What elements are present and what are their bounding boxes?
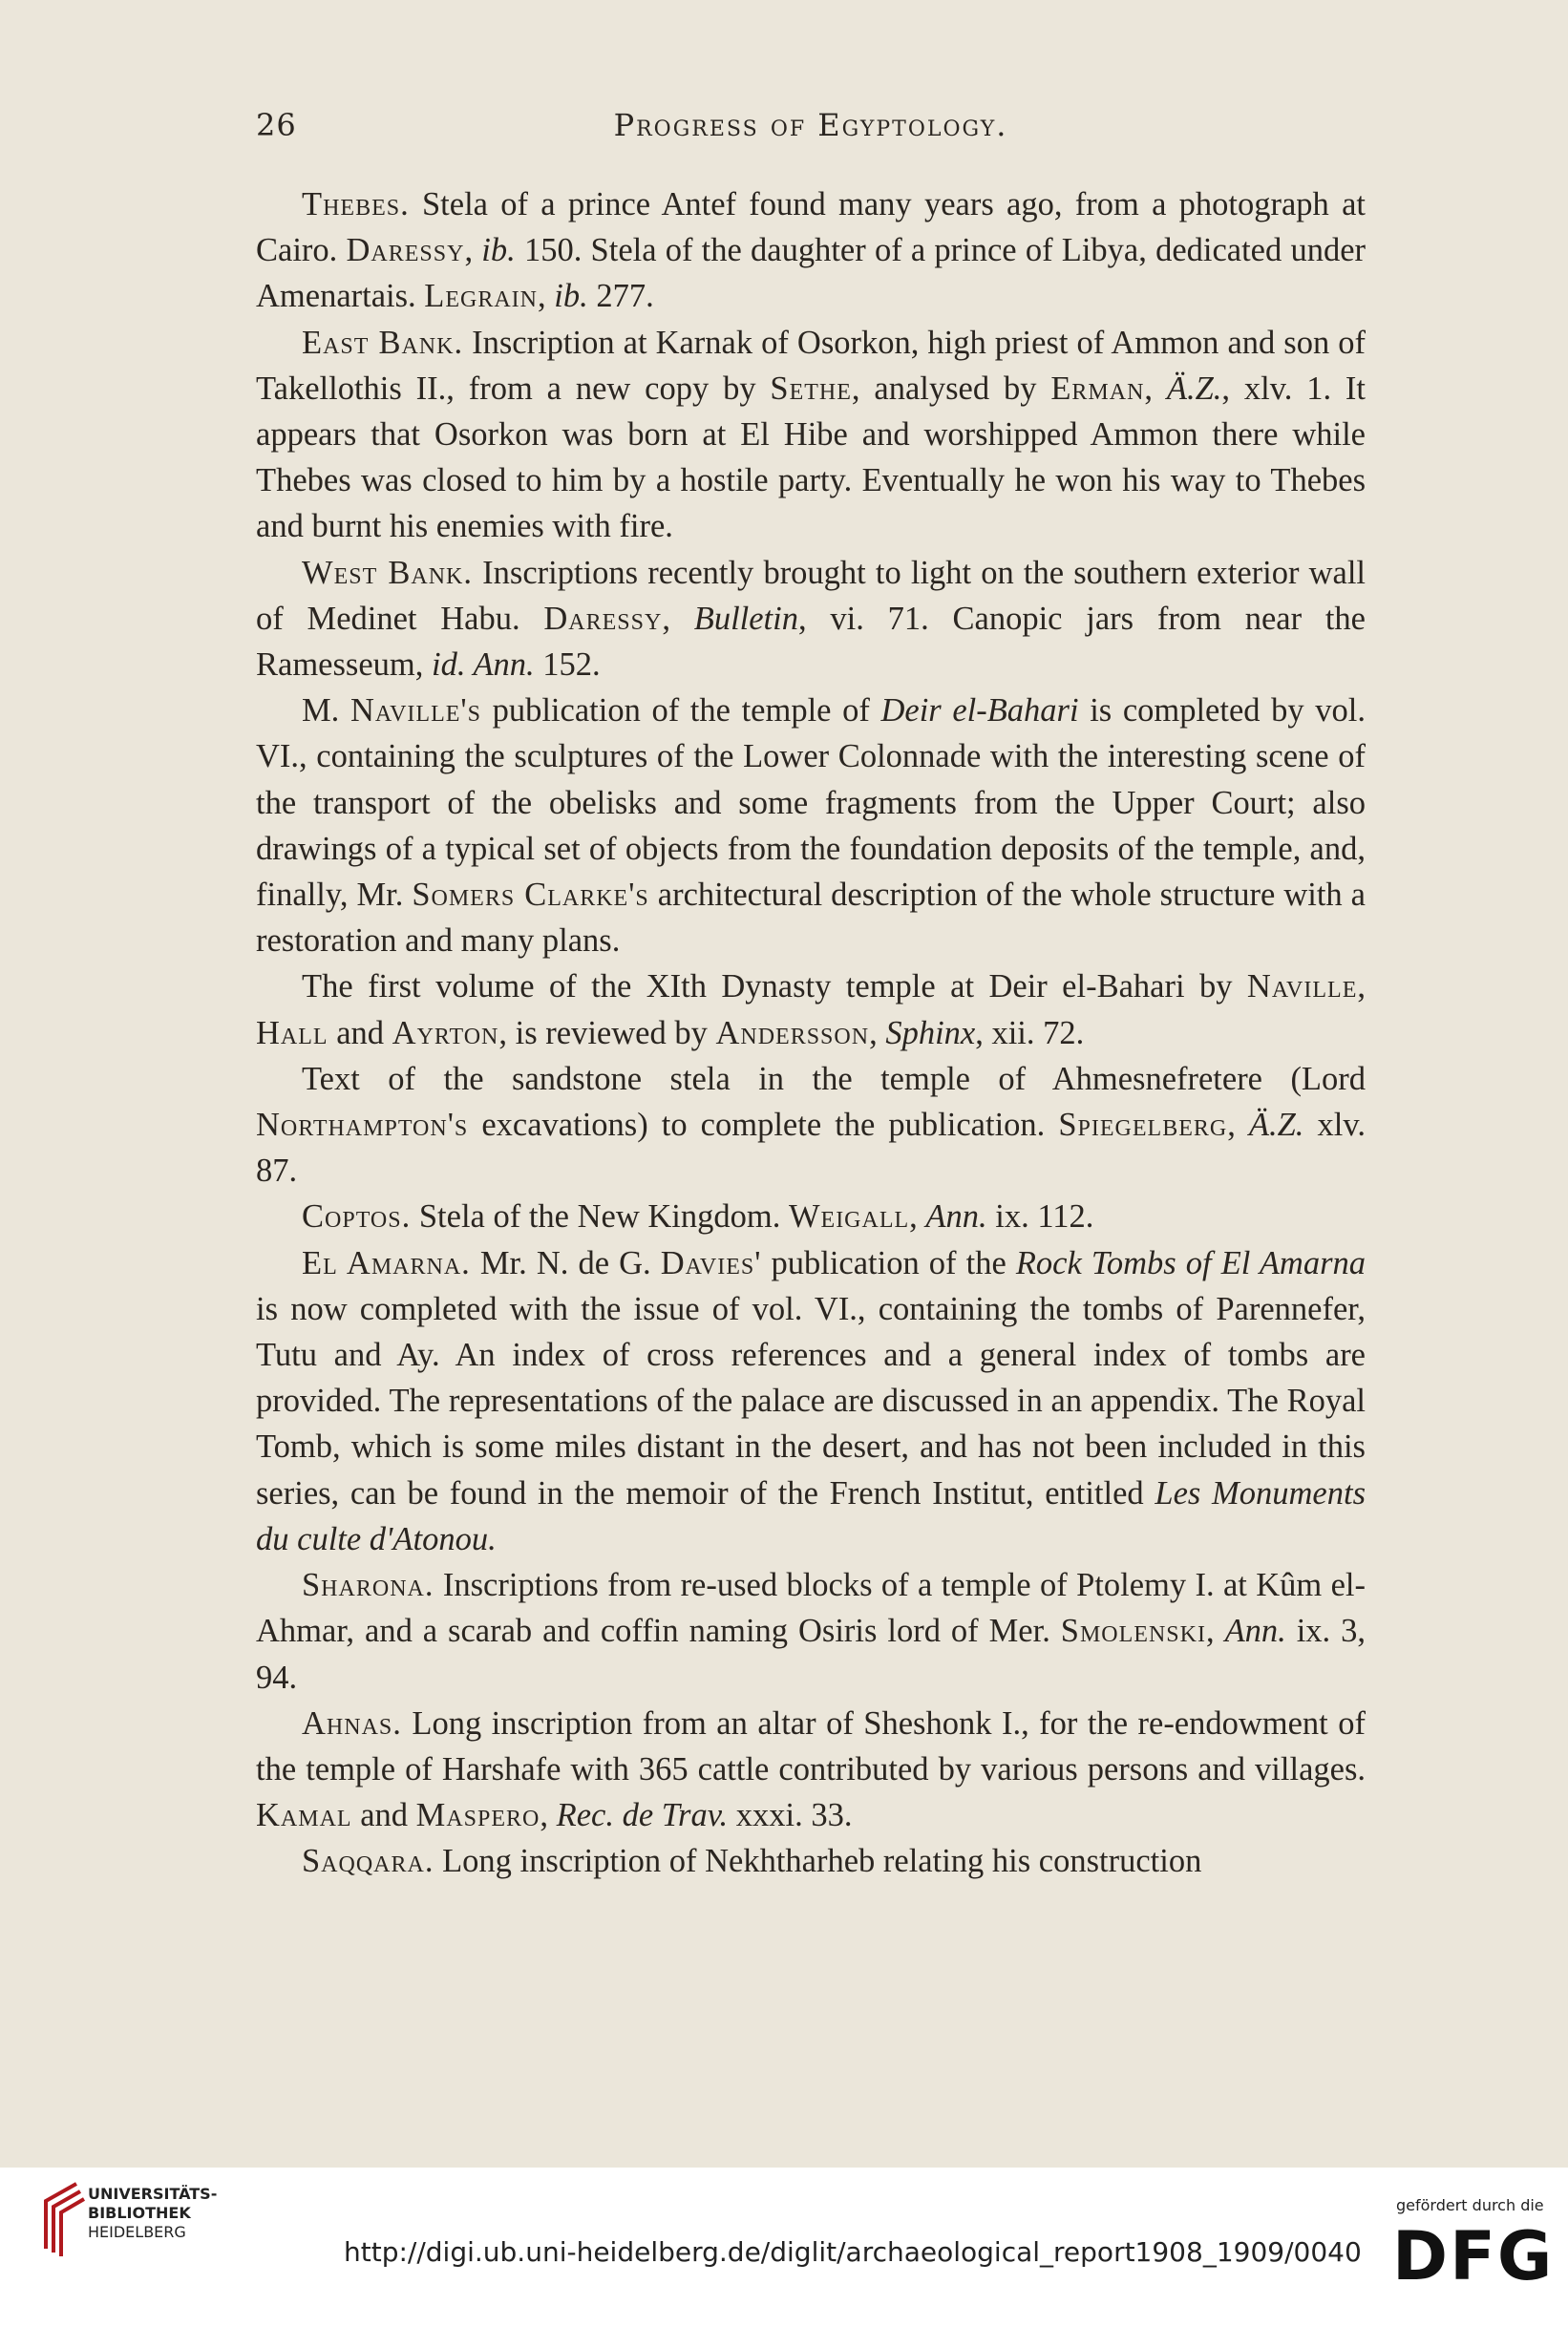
- italic-run: ib.: [481, 232, 516, 269]
- paragraph: [256, 963, 1366, 1055]
- text-run: Long inscription from an altar of Sheshonk I., for the re-endowment of the temple of Harshafe with 365 cattle contributed by various persons and villages.: [256, 1704, 1366, 1787]
- paragraph: [256, 1194, 1366, 1239]
- dfg-logo: DFG: [1392, 2217, 1555, 2295]
- text-run: ,: [464, 232, 482, 269]
- text-run: Stela of a prince Antef found many years ago, from a photograph at Cairo.: [256, 186, 1366, 269]
- small-caps-run: Kamal: [256, 1797, 352, 1834]
- text-run: ,: [909, 1198, 926, 1236]
- small-caps-run: Northampton's: [256, 1107, 469, 1144]
- text-run: is now completed with the issue of vol. VI., containing the tombs of Parennefer, Tutu and Ay. An index of cross references and a general index of tombs are provided. The representations of the palace are discussed in an appendix. The Royal Tomb, which is some miles distant in the desert, and has not been included in this series, can be found in the memoir of the French Institut, entitled: [256, 1290, 1366, 1512]
- text-run: is completed by vol. VI., containing the sculptures of the Lower Colonnade with the interesting scene of the transport of the obelisks and some fragments from the Upper Court; also drawings of a typical set of objects from the foundation deposits of the temple, and, finally, Mr.: [256, 692, 1366, 914]
- text-run: Mr. N. de G.: [470, 1244, 661, 1281]
- text-run: ,: [538, 278, 555, 315]
- italic-run: Bulletin: [693, 600, 798, 637]
- text-run: excavations) to complete the publication.: [468, 1107, 1059, 1144]
- text-run: architectural description of the whole structure with a restoration and many plans.: [256, 877, 1366, 960]
- text-run: , xlv. 1. It appears that Osorkon was born at El Hibe and worshipped Ammon there while Thebes was closed to him by a hostile party. Eventually he won his way to Thebes and burnt his enemies with fire.: [256, 370, 1367, 545]
- text-run: ,: [1227, 1107, 1249, 1144]
- text-run: 152.: [534, 646, 601, 684]
- small-caps-run: Sharona.: [302, 1567, 434, 1604]
- small-caps-run: Hall: [256, 1014, 328, 1051]
- small-caps-run: Andersson: [715, 1014, 870, 1051]
- text-run: ix. 112.: [986, 1198, 1094, 1236]
- text-run: 277.: [587, 278, 654, 315]
- text-run: ix. 3, 94.: [256, 1613, 1367, 1696]
- small-caps-run: Saqqara.: [302, 1843, 434, 1880]
- italic-run: Sphinx: [885, 1014, 976, 1051]
- text-run: publication of the: [761, 1244, 1016, 1281]
- body-text: [256, 181, 1366, 1885]
- text-run: and: [351, 1797, 416, 1834]
- italic-run: Ä.Z.: [1248, 1107, 1304, 1144]
- text-run: and: [328, 1014, 392, 1051]
- small-caps-run: El Amarna.: [302, 1244, 471, 1281]
- text-run: xxxi. 33.: [728, 1797, 853, 1834]
- paragraph: [256, 687, 1366, 963]
- text-run: Inscriptions from re-used blocks of a temple of Ptolemy I. at Kûm el-Ahmar, and a scarab and coffin naming Osiris lord of Mer.: [256, 1567, 1366, 1650]
- italic-run: Rec. de Trav.: [556, 1797, 729, 1834]
- text-run: , is reviewed by: [498, 1014, 716, 1051]
- italic-run: Deir el-Bahari: [880, 692, 1079, 730]
- italic-run: id. Ann.: [431, 646, 535, 684]
- text-run: , analysed by: [851, 370, 1051, 407]
- small-caps-run: East Bank.: [302, 324, 464, 361]
- text-run: ,: [540, 1797, 557, 1834]
- small-caps-run: Smolenski: [1060, 1613, 1206, 1650]
- text-run: , xii. 72.: [975, 1014, 1085, 1051]
- small-caps-run: Daressy: [543, 600, 663, 637]
- small-caps-run: Thebes.: [302, 186, 410, 222]
- paragraph: [256, 181, 1366, 320]
- text-run: ,: [1357, 968, 1366, 1005]
- text-run: ,: [1205, 1613, 1225, 1650]
- small-caps-run: West Bank.: [302, 554, 474, 591]
- small-caps-run: Erman: [1050, 370, 1145, 407]
- small-caps-run: Naville: [1246, 968, 1358, 1005]
- text-run: ,: [869, 1014, 886, 1051]
- italic-run: Rock Tombs of El Amarna: [1015, 1244, 1366, 1281]
- small-caps-run: Sethe: [770, 370, 852, 407]
- small-caps-run: Ayrton: [392, 1014, 499, 1051]
- text-run: M.: [302, 692, 350, 730]
- small-caps-run: Ahnas.: [302, 1704, 402, 1742]
- italic-run: Les Monuments du culte d'Atonou.: [256, 1474, 1366, 1557]
- paragraph: [256, 320, 1366, 550]
- source-url[interactable]: http://digi.ub.uni-heidelberg.de/diglit/archaeological_report1908_1909/0040: [344, 2236, 1362, 2268]
- library-name: UNIVERSITÄTS- BIBLIOTHEK HEIDELBERG: [88, 2185, 218, 2241]
- running-title: Progress of Egyptology.: [613, 107, 1008, 143]
- text-run: Text of the sandstone stela in the temple of Ahmesnefretere (Lord: [302, 1060, 1366, 1097]
- text-run: ,: [1144, 370, 1167, 407]
- text-run: publication of the temple of: [480, 692, 881, 730]
- paragraph: [256, 1701, 1366, 1839]
- small-caps-run: Weigall: [788, 1198, 910, 1236]
- small-caps-run: Davies': [660, 1244, 762, 1281]
- small-caps-run: Somers Clarke's: [412, 877, 649, 914]
- paragraph: [256, 550, 1366, 688]
- small-caps-run: Spiegelberg: [1058, 1107, 1228, 1144]
- paragraph: [256, 1838, 1366, 1884]
- small-caps-run: Legrain: [424, 278, 539, 315]
- italic-run: Ä.Z.: [1166, 370, 1222, 407]
- italic-run: Ann.: [925, 1198, 987, 1236]
- small-caps-run: Daressy: [346, 232, 465, 269]
- paragraph: [256, 1562, 1366, 1701]
- text-run: The first volume of the XIth Dynasty temple at Deir el-Bahari by: [302, 968, 1247, 1005]
- sponsor-label: gefördert durch die: [1396, 2196, 1544, 2214]
- small-caps-run: Naville's: [350, 692, 481, 730]
- italic-run: Ann.: [1224, 1613, 1286, 1650]
- paragraph: [256, 1056, 1366, 1195]
- text-run: Inscription at Karnak of Osorkon, high priest of Ammon and son of Takellothis II., from a new copy by: [256, 324, 1366, 407]
- text-run: ,: [662, 600, 694, 637]
- text-run: xlv. 87.: [256, 1107, 1366, 1190]
- text-run: Inscriptions recently brought to light on the southern exterior wall of Medinet Habu.: [256, 554, 1366, 637]
- italic-run: ib.: [554, 278, 588, 315]
- page-number: 26: [256, 107, 297, 143]
- text-run: 150. Stela of the daughter of a prince of Libya, dedicated under Amenartais.: [256, 232, 1366, 315]
- text-run: , vi. 71. Canopic jars from near the Ramesseum,: [256, 600, 1366, 684]
- paragraph: [256, 1240, 1366, 1562]
- text-run: Stela of the New Kingdom.: [411, 1198, 789, 1236]
- small-caps-run: Coptos.: [302, 1198, 412, 1236]
- small-caps-run: Maspero: [415, 1797, 540, 1834]
- text-run: Long inscription of Nekhtharheb relating his construction: [434, 1843, 1202, 1880]
